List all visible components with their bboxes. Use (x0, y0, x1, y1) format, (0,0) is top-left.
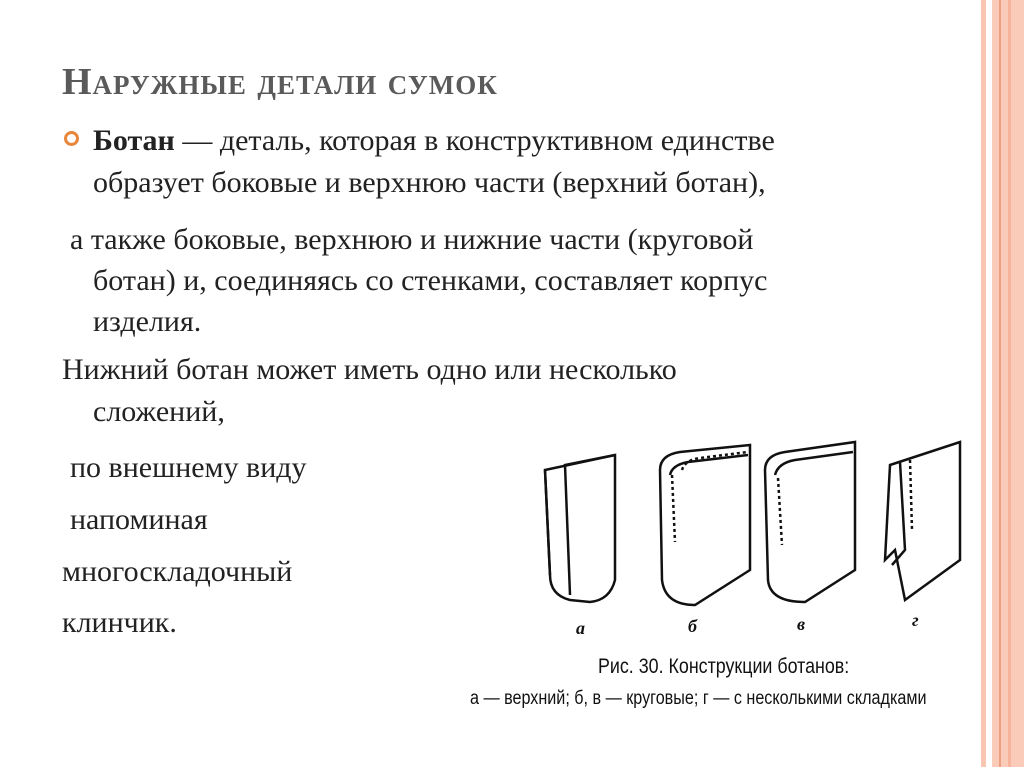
botan-g-drawing (885, 442, 960, 600)
figure-label-b: б (688, 616, 697, 636)
figure-label-v: в (797, 614, 806, 634)
figure-caption: Рис. 30. Конструкции ботанов: (598, 655, 850, 678)
botan-figure (520, 430, 1000, 620)
slide-title: Наружные детали сумок (62, 61, 498, 103)
text-line: образует боковые и верхнюю части (верхний ботан), (93, 166, 766, 199)
decor-stripe (981, 0, 986, 767)
decor-stripe (1008, 0, 1011, 767)
text-line: а также боковые, верхнюю и нижние части (круговой (70, 223, 754, 256)
decor-stripe (999, 0, 1001, 767)
text-line: сложений, (93, 395, 225, 428)
botan-v-drawing (765, 442, 855, 602)
figure-label-g: г (912, 610, 919, 630)
text-line: клинчик. (62, 606, 177, 639)
definition: — деталь, которая в конструктивном единстве (174, 124, 775, 157)
figure-subcaption: а — верхний; б, в — круговые; г — с несколькими складками (470, 688, 927, 709)
term: Ботан (93, 124, 175, 157)
text-line: ботан) и, соединяясь со стенками, составляет корпус (93, 264, 768, 297)
text-line: по внешнему виду (70, 451, 307, 484)
botan-a-drawing (545, 455, 615, 602)
text-line: напоминая (70, 503, 208, 536)
text-line: многоскладочный (62, 555, 293, 588)
text-line: Нижний ботан может иметь одно или несколько (62, 353, 677, 386)
figure-label-a: а (576, 618, 585, 638)
text-line: изделия. (93, 305, 202, 338)
botan-b-drawing (660, 445, 750, 605)
bullet-icon (64, 131, 79, 146)
bullet-text (93, 124, 775, 158)
